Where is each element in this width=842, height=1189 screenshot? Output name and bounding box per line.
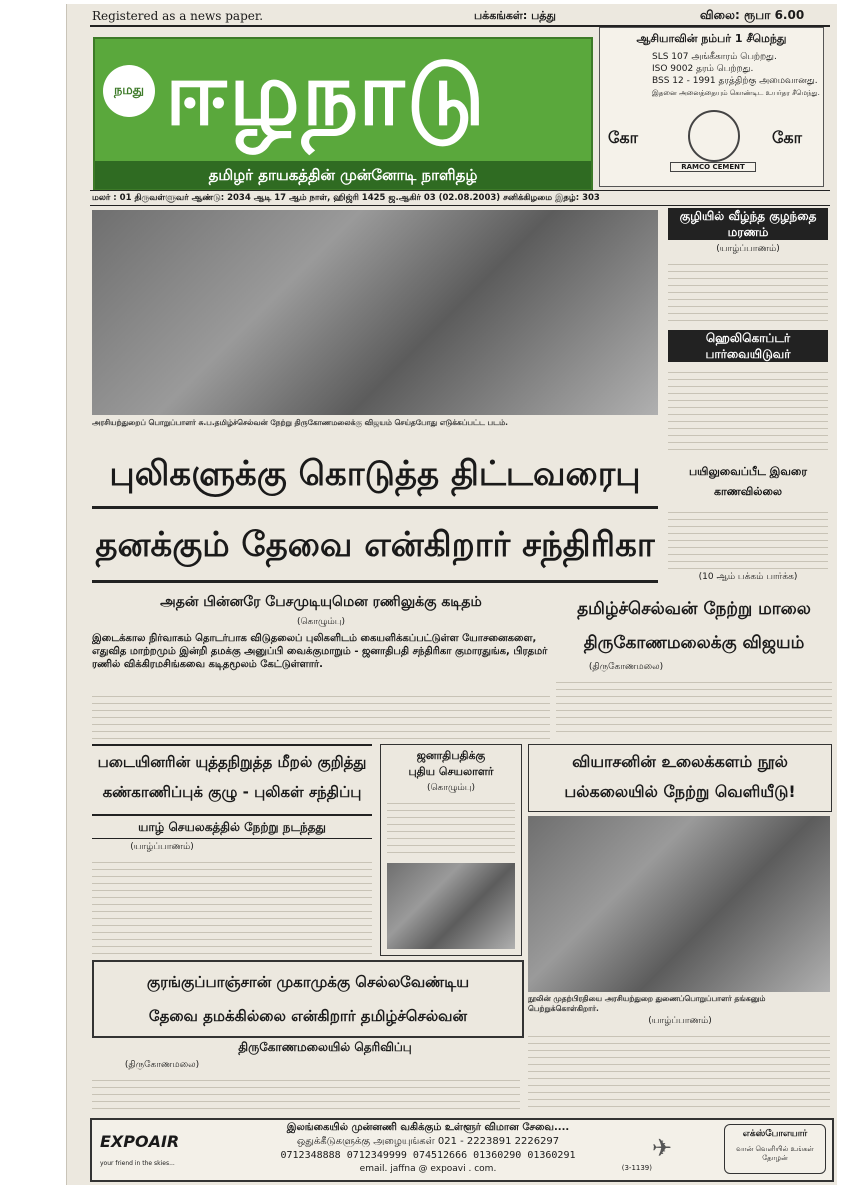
book-dateline: (யாழ்ப்பாணம்) (648, 1016, 712, 1026)
camp-dateline: (திருகோணமலை) (124, 1060, 200, 1070)
lead-dateline: (கொழும்பு) (296, 617, 346, 627)
dateline-bar: மலர் : 01 திருவள்ளுவர் ஆண்டு: 2034 ஆடி 17 ஆம் நாள், ஹிஜ்ரி 1425 ஜ.ஆகிர் 03 (02.08.2003) சனிக்கிழமை இதழ்: 303 (92, 193, 600, 203)
book-photo-caption: நூலின் முதற்பிரதியை அரசியற்துறை துணைப்பொறுப்பாளர் தங்கனும் பெற்றுக்கொள்கிறார். (528, 994, 766, 1013)
masthead-tagline: தமிழர் தாயகத்தின் முன்னோடி நாளிதழ் (95, 161, 591, 189)
lead-intro: இடைக்கால நிர்வாகம் தொடர்பாக விடுதலைப் புலிகளிடம் கையளிக்கப்பட்டுள்ள யோசனைகளை, எதுவித மாற்றமும் இன்றி தமக்கு அனுப்பி வைக்குமாறும் - ஜனாதிபதி சந்திரிகா குமாரதுங்க, பிரதமர் ரணில் விக்கிரமசிங்கவை கடிதமூலம் கேட்டுள்ளார். (92, 633, 548, 670)
tamilselvan-headline-2: திருகோணமலைக்கு விஜயம் (583, 633, 805, 653)
sidebar-story1-headline: குழியில் வீழ்ந்த குழந்தை மரணம் (668, 208, 828, 240)
ad-cement-side-left: கோ (608, 128, 638, 147)
lead-subhead: அதன் பின்னரே பேசமுடியுமென ரணிலுக்கு கடிதம் (160, 594, 482, 610)
sidebar-story2-headline: ஹெலிகொப்டர் பார்வையிடுவர் (668, 330, 828, 362)
ad-cement-brand: RAMCO CEMENT (670, 162, 756, 172)
ad-cement-line3: BSS 12 - 1991 தரத்திற்கு அமைவானது. (652, 76, 818, 86)
expoair-advertisement (90, 1118, 834, 1182)
monitor-headline-1: படையினரின் யுத்தநிறுத்த மீறல் குறித்து (97, 753, 367, 771)
sidebar-story1-body (668, 258, 828, 322)
ad-cement-line4: இதனை அனைத்தையும் கொண்டிட உயர்தர சீமெந்து. (652, 89, 820, 97)
ad-cement-line1: SLS 107 அங்கீகாரம் பெற்றது. (652, 52, 777, 62)
president-secretary-box (380, 744, 522, 956)
expoair-slogan: your friend in the skies... (100, 1160, 175, 1167)
lead-body-columns (92, 690, 550, 740)
expoair-ref: (3-1139) (621, 1164, 652, 1172)
president-box-body (387, 797, 515, 857)
sidebar-story2-body (668, 366, 828, 456)
sidebar-story3-body (668, 506, 828, 570)
expoair-badge-sub: வான் வெளியில் உங்கள் தோழன் (736, 1145, 814, 1162)
book-headline-2: பல்கலையில் நேற்று வெளியீடு! (564, 782, 796, 801)
monitor-subhead: யாழ் செயலகத்தில் நேற்று நடந்தது (92, 814, 372, 839)
expoair-badge: எக்ஸ்போஎயார் (742, 1129, 808, 1139)
book-body (528, 1030, 830, 1112)
sidebar-continued: (10 ஆம் பக்கம் பார்க்க) (698, 572, 798, 582)
tamilselvan-dateline: (திருகோணமலை) (588, 662, 664, 672)
expoair-phones: 0712348888 0712349999 074512666 01360290 01360291 (280, 1150, 576, 1161)
president-box-dateline: (கொழும்பு) (426, 783, 476, 793)
monitor-dateline: (யாழ்ப்பாணம்) (130, 842, 194, 852)
masthead-title: ஈழநாடு (165, 41, 487, 145)
lead-photo (92, 210, 658, 415)
camp-body (92, 1074, 520, 1112)
ad-cement-line2: ISO 9002 தரம் பெற்றது. (652, 64, 754, 74)
expoair-badge-box (724, 1124, 826, 1174)
price: விலை: ரூபா 6.00 (700, 8, 805, 22)
expoair-brand: EXPOAIR (100, 1132, 180, 1151)
pages-count: பக்கங்கள்: பத்து (474, 9, 556, 22)
airplane-icon: ✈ (652, 1134, 673, 1162)
ramco-logo-icon (688, 110, 740, 162)
sidebar-story3-headline: பயிலுவைப்பீட இவரை காணவில்லை (668, 462, 828, 502)
camp-headline-box (92, 960, 524, 1038)
monitor-body (92, 856, 372, 956)
sidebar-story1-dateline: (யாழ்ப்பாணம்) (716, 244, 780, 254)
ad-cement-side-right: கோ (772, 128, 802, 147)
lead-headline-1: புலிகளுக்கு கொடுத்த திட்டவரைபு (109, 454, 641, 494)
expoair-headline: இலங்கையில் முன்னணி வகிக்கும் உள்ளூர் விமான சேவை.... (286, 1122, 570, 1133)
book-headline-1: வியாசனின் உலைக்களம் நூல் (572, 752, 788, 771)
camp-headline-2: தேவை தமக்கில்லை என்கிறார் தமிழ்ச்செல்வன் (148, 1007, 468, 1025)
president-box-head2: புதிய செயலாளர் (408, 765, 494, 778)
ad-cement-title: ஆசியாவின் நம்பர் 1 சீமெந்து (636, 32, 787, 45)
lead-headline-2: தனக்கும் தேவை என்கிறார் சந்திரிகா (95, 525, 655, 565)
expoair-contact: ஒதுக்கீடுகளுக்கு அழையுங்கள் 021 - 2223891 2226297 (296, 1136, 560, 1147)
president-box-photo (387, 863, 515, 949)
cement-advertisement (599, 27, 824, 187)
masthead (93, 37, 593, 191)
monitor-headline-2: கண்காணிப்புக் குழு - புலிகள் சந்திப்பு (102, 783, 362, 801)
camp-headline-1: குரங்குப்பாஞ்சான் முகாமுக்கு செல்லவேண்டிய (146, 973, 470, 991)
expoair-email: email. jaffna @ expoavi . com. (359, 1164, 497, 1174)
president-box-head1: ஜனாதிபதிக்கு (416, 749, 486, 762)
masthead-prefix: நமது (103, 65, 155, 117)
registered-note: Registered as a news paper. (92, 9, 264, 23)
tamilselvan-body (556, 676, 832, 736)
camp-subhead: திருகோணமலையில் தெரிவிப்பு (238, 1040, 412, 1054)
book-headline-box (528, 744, 832, 812)
tamilselvan-headline-1: தமிழ்ச்செல்வன் நேற்று மாலை (577, 599, 811, 619)
lead-photo-caption: அரசியற்துறைப் பொறுப்பாளர் சு.ப.தமிழ்ச்செல்வன் நேற்று திருகோணமலைக்கு விஜயம் செய்தபோது எடுக்கப்பட்ட படம். (92, 418, 508, 427)
book-photo (528, 816, 830, 992)
